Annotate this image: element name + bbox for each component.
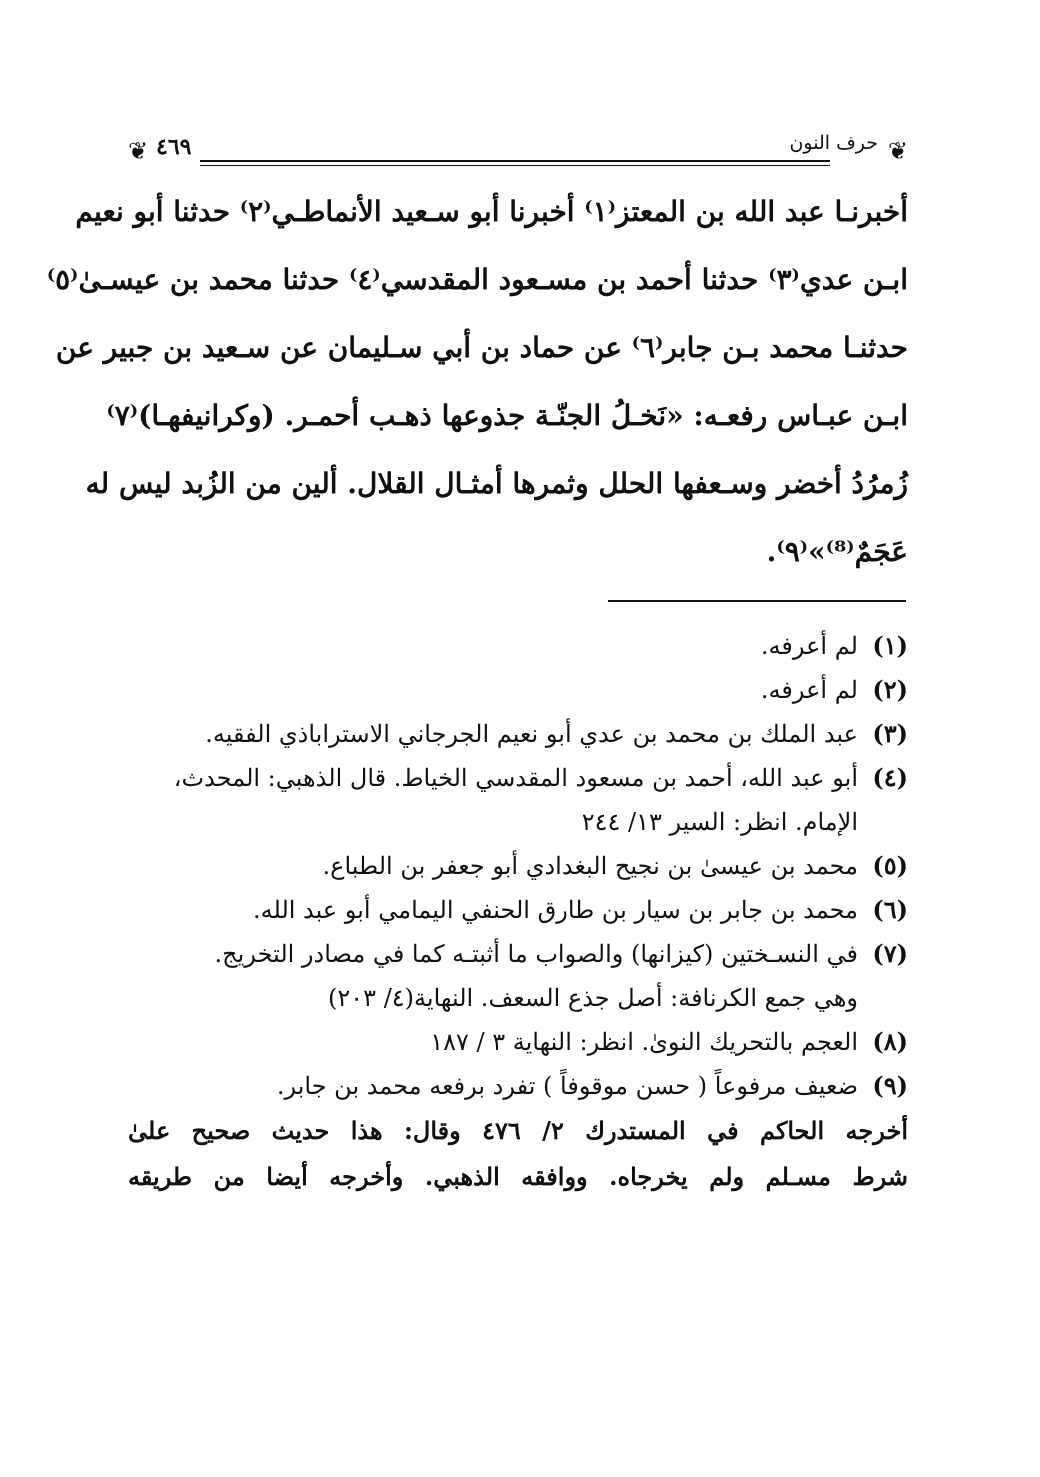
footnote-number: (٦) (872, 895, 908, 924)
text-line: زُمرُدُ أخضر وسـعفها الحلل وثمرها أمثـال القلال. ألين من الزُبد ليس له (85, 467, 908, 500)
text-line: عَجَمٌ⁽⁸⁾»⁽٩⁾. (766, 535, 908, 568)
footnote-text: عبد الملك بن محمد بن عدي أبو نعيم الجرجاني الاستراباذي الفقيه. (205, 720, 858, 748)
footnote (128, 844, 908, 888)
footnote (128, 624, 908, 668)
left-ornament-icon: ❦ (128, 137, 149, 165)
footnote-continuation: وهي جمع الكرنافة: أصل جذع السعف. النهاية(٤/ ٢٠٣) (328, 984, 858, 1012)
footnotes (128, 624, 908, 1200)
footnote-text: العجم بالتحريك النوىٰ. انظر: النهاية ٣ / ١٨٧ (430, 1028, 858, 1056)
page-number: ٤٦٩ (156, 134, 192, 160)
footnote-separator (608, 600, 906, 602)
text-line: ابـن عبـاس رفعـه: «نَخـلُ الجنّـة جذوعها ذهـب أحمـر. (وكرانيفهـا)⁽٧⁾ (106, 399, 908, 432)
text-line: ابـن عدي⁽٣⁾ حدثنا أحمد بن مسـعود المقدسي⁽٤⁾ حدثنا محمد بن عيسـىٰ⁽٥⁾ (46, 263, 908, 296)
footnote-trailing-line: شرط مسـلم ولم يخرجاه. ووافقه الذهبي. وأخرجه أيضا من طريقه (128, 1162, 908, 1191)
footnote-text: لم أعرفه. (760, 676, 858, 704)
footnote-text: محمد بن عيسىٰ بن نجيح البغدادي أبو جعفر بن الطباع. (322, 852, 858, 880)
text-line: أخبرنـا عبد الله بن المعتز⁽١⁾ أخبرنا أبو سـعيد الأنماطـي⁽٢⁾ حدثنا أبو نعيم (75, 195, 908, 228)
footnote-number: (٨) (872, 1027, 908, 1056)
footnote-number: (٥) (872, 851, 908, 880)
page-header (128, 128, 908, 172)
main-text (46, 178, 908, 586)
right-ornament-icon: ❦ (887, 137, 908, 165)
footnote-number: (١) (872, 631, 908, 660)
footnote-number: (٤) (872, 763, 908, 792)
footnote (128, 1064, 908, 1108)
footnote (128, 712, 908, 756)
footnote-number: (٢) (872, 675, 908, 704)
footnote (128, 668, 908, 712)
running-title: حرف النون (789, 132, 878, 154)
footnote-continuation: الإمام. انظر: السير ١٣/ ٢٤٤ (581, 808, 858, 836)
footnote (128, 888, 908, 932)
footnote (128, 756, 908, 800)
footnote-number: (٣) (872, 719, 908, 748)
header-rule (200, 160, 830, 166)
footnote-text: أبو عبد الله، أحمد بن مسعود المقدسي الخياط. قال الذهبي: المحدث، (173, 764, 858, 792)
text-line: حدثنـا محمد بـن جابر⁽٦⁾ عن حماد بن أبي سـليمان عن سـعيد بن جبير عن (55, 331, 908, 364)
footnote (128, 1020, 908, 1064)
footnote-text: ضعيف مرفوعاً ( حسن موقوفاً ) تفرد برفعه محمد بن جابر. (276, 1072, 858, 1100)
footnote-text: لم أعرفه. (760, 632, 858, 660)
footnote-text: في النسـختين (كيزانها) والصواب ما أثبتـه كما في مصادر التخريج. (214, 940, 858, 968)
footnote-number: (٩) (872, 1071, 908, 1100)
footnote (128, 932, 908, 976)
footnote-trailing-line: أخرجه الحاكم في المستدرك ٢/ ٤٧٦ وقال: هذا حديث صحيح علىٰ (128, 1116, 908, 1145)
footnote-text: محمد بن جابر بن سيار بن طارق الحنفي اليمامي أبو عبد الله. (253, 896, 858, 924)
footnote-number: (٧) (872, 939, 908, 968)
